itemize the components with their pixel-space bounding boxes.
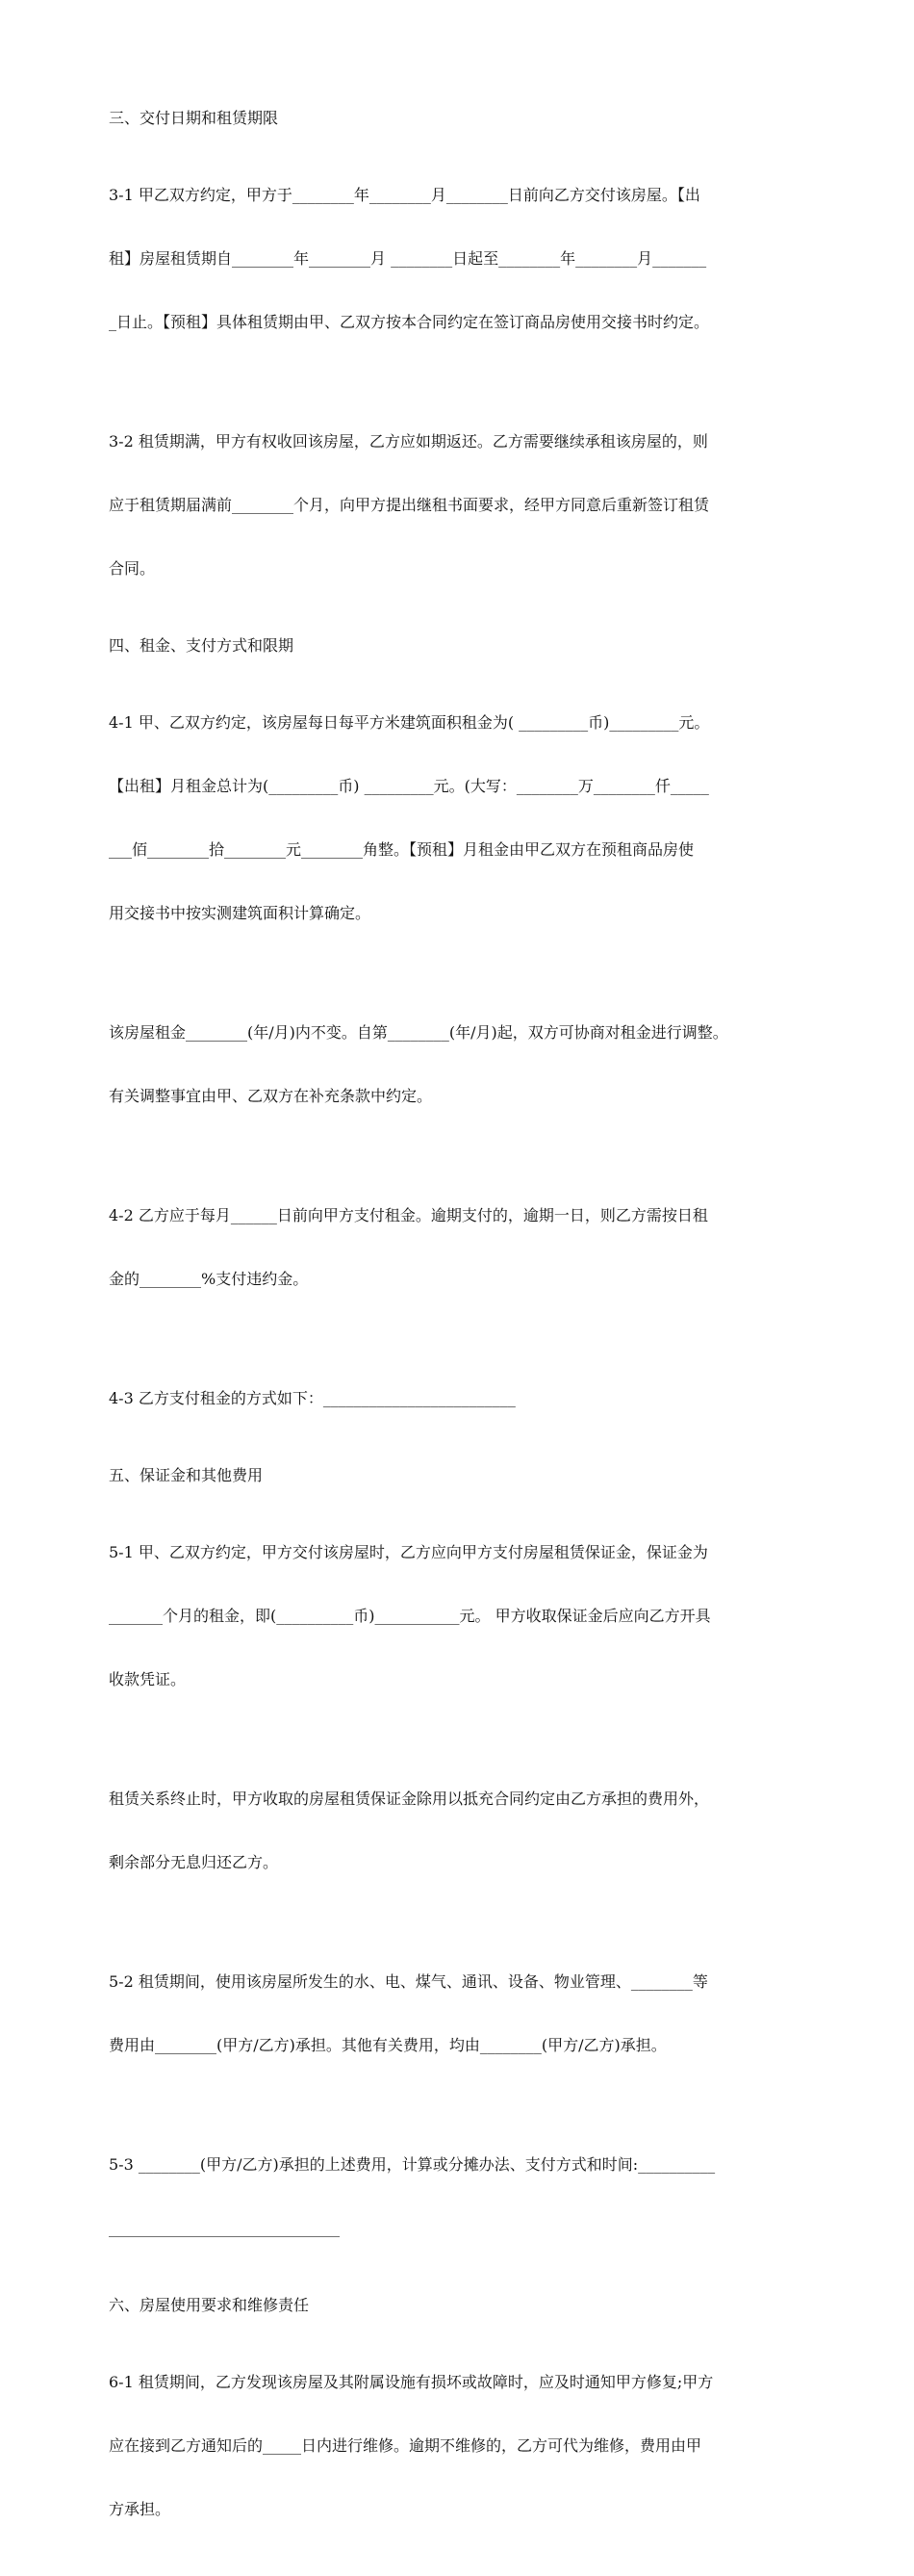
clause-line: 4-2 乙方应于每月______日前向甲方支付租金。逾期支付的，逾期一日，则乙方需按日租 [109, 1206, 708, 1224]
clause-line: 合同。 [109, 559, 156, 578]
clause-line: 金的________%支付违约金。 [109, 1270, 309, 1288]
clause-5-2 [109, 1929, 821, 2099]
clause-line: 4-3 乙方支付租金的方式如下：_________________________ [109, 1389, 516, 1407]
clause-line: 3-2 租赁期满，甲方有权收回该房屋，乙方应如期返还。乙方需要继续承租该房屋的，则 [109, 432, 708, 451]
clause-line: 5-1 甲、乙双方约定，甲方交付该房屋时，乙方应向甲方支付房屋租赁保证金，保证金为 [109, 1543, 708, 1561]
clause-line: 应于租赁期届满前________个月，向甲方提出继租书面要求，经甲方同意后重新签订租赁 [109, 496, 710, 514]
clause-line: 用交接书中按实测建筑面积计算确定。 [109, 904, 371, 922]
section-heading-rent-payment: 四、租金、支付方式和限期 [109, 636, 294, 655]
clause-line: _日止。【预租】具体租赁期由甲、乙双方按本合同约定在签订商品房使用交接书时约定。 [109, 313, 710, 331]
clause-line: ______________________________ [109, 2219, 340, 2237]
clause-5-3 [109, 2112, 821, 2281]
clause-line: 剩余部分无息归还乙方。 [109, 1853, 279, 1871]
clause-3-1 [109, 142, 821, 375]
section-heading-deposit-fees: 五、保证金和其他费用 [109, 1466, 264, 1484]
clause-line: 【出租】月租金总计为(_________币) _________元。(大写：________万________仟_____ [109, 777, 709, 795]
section-heading-use-maintenance: 六、房屋使用要求和维修责任 [109, 2296, 310, 2314]
clause-6-1 [109, 2330, 821, 2563]
clause-rent-adjustment [109, 980, 821, 1149]
clause-line: 5-3 ________(甲方/乙方)承担的上述费用，计算或分摊办法、支付方式和时间:__________ [109, 2155, 716, 2174]
clause-line: 应在接到乙方通知后的_____日内进行维修。逾期不维修的，乙方可代为维修，费用由甲 [109, 2436, 702, 2455]
clause-line: 5-2 租赁期间，使用该房屋所发生的水、电、煤气、通讯、设备、物业管理、________等 [109, 1972, 708, 1991]
clause-line: 3-1 甲乙双方约定，甲方于________年________月________日前向乙方交付该房屋。【出 [109, 186, 700, 204]
clause-line: 租赁关系终止时，甲方收取的房屋租赁保证金除用以抵充合同约定由乙方承担的费用外， [109, 1790, 710, 1808]
clause-line: ___佰________拾________元________角整。【预租】月租金由甲乙双方在预租商品房使 [109, 840, 695, 859]
clause-deposit-return [109, 1746, 821, 1916]
clause-line: 6-1 租赁期间，乙方发现该房屋及其附属设施有损坏或故障时，应及时通知甲方修复;甲方 [109, 2373, 714, 2391]
clause-3-2 [109, 389, 821, 622]
section-heading-delivery-term: 三、交付日期和租赁期限 [109, 109, 279, 127]
clause-4-2 [109, 1163, 821, 1332]
clause-4-3 [109, 1346, 821, 1452]
clause-5-1 [109, 1500, 821, 1733]
clause-line: _______个月的租金，即(__________币)___________元。 甲方收取保证金后应向乙方开具 [109, 1607, 711, 1625]
clause-line: 租】房屋租赁期自________年________月 ________日起至________年________月_______ [109, 249, 707, 268]
clause-line: 收款凭证。 [109, 1670, 187, 1688]
clause-line: 该房屋租金________(年/月)内不变。自第________(年/月)起，双方可协商对租金进行调整。 [109, 1023, 728, 1042]
clause-line: 方承担。 [109, 2500, 171, 2518]
clause-line: 有关调整事宜由甲、乙双方在补充条款中约定。 [109, 1087, 433, 1105]
clause-4-1 [109, 670, 821, 966]
document-page [109, 108, 821, 2576]
clause-line: 4-1 甲、乙双方约定，该房屋每日每平方米建筑面积租金为( _________币)_________元。 [109, 713, 710, 732]
clause-line: 费用由________(甲方/乙方)承担。其他有关费用，均由________(甲方/乙方)承担。 [109, 2036, 667, 2054]
